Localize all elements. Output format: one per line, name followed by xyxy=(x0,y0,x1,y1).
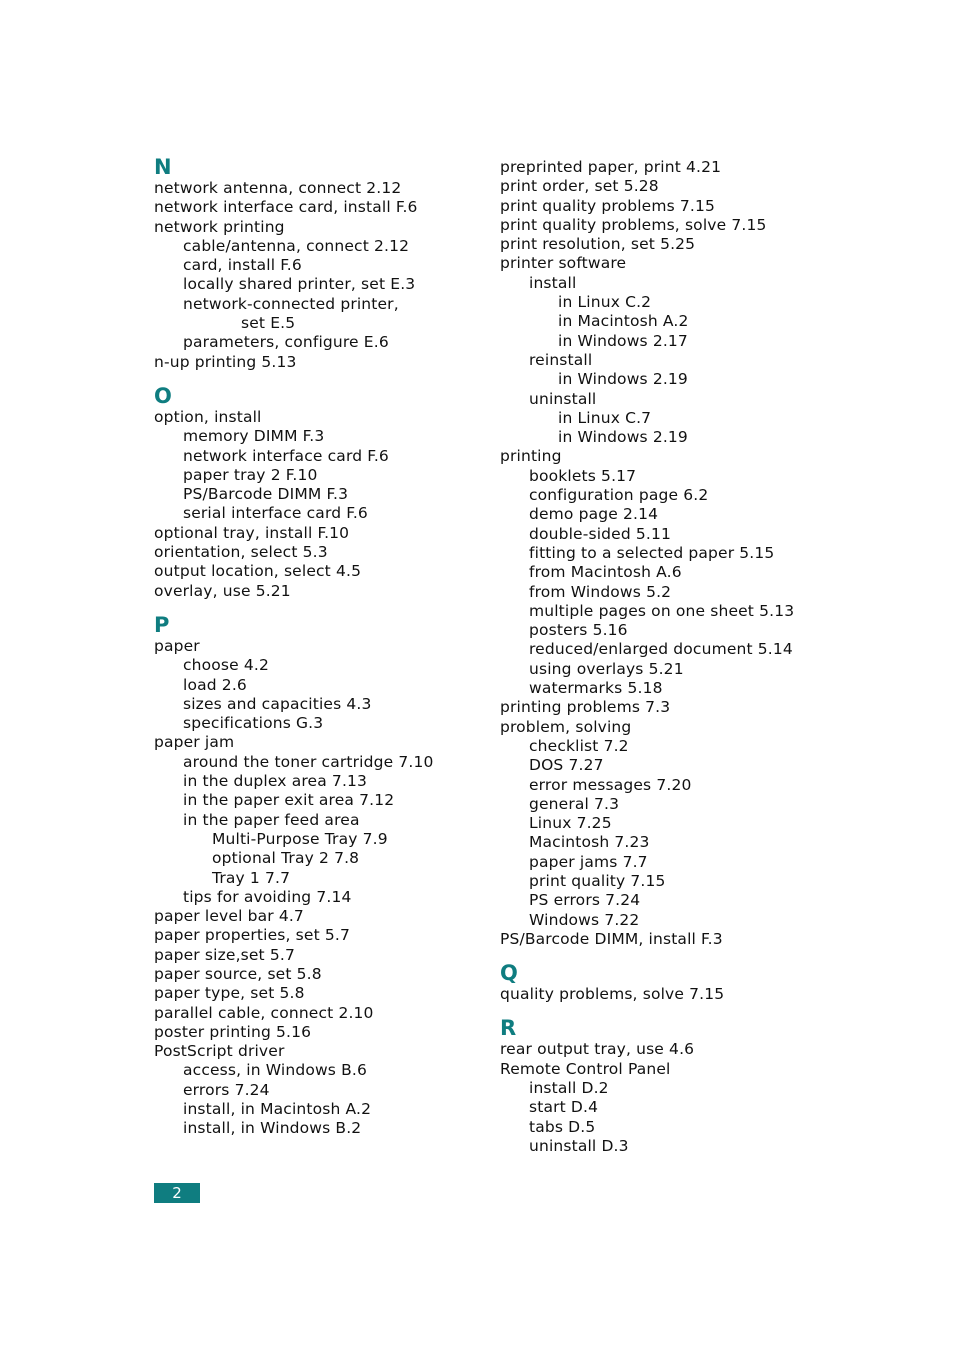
index-entry: n-up printing 5.13 xyxy=(154,352,297,371)
index-subentry: tabs D.5 xyxy=(529,1117,596,1136)
index-entry: Remote Control Panel xyxy=(500,1059,671,1078)
index-subentry: Macintosh 7.23 xyxy=(529,833,650,852)
index-column-left xyxy=(154,155,484,1151)
index-entry: paper size,set 5.7 xyxy=(154,945,295,964)
index-subentry: in Macintosh A.2 xyxy=(558,312,689,331)
index-subentry: in Linux C.2 xyxy=(558,293,652,312)
index-subentry: in Windows 2.17 xyxy=(558,331,688,350)
index-entry: PostScript driver xyxy=(154,1042,285,1061)
index-entry: paper level bar 4.7 xyxy=(154,907,304,926)
index-subentry: demo page 2.14 xyxy=(529,505,659,524)
index-subentry: error messages 7.20 xyxy=(529,775,692,794)
index-entry: printer software xyxy=(500,254,627,273)
index-entry: overlay, use 5.21 xyxy=(154,581,291,600)
index-entry: output location, select 4.5 xyxy=(154,562,362,581)
index-subentry: reduced/enlarged document 5.14 xyxy=(529,640,793,659)
index-entry: network antenna, connect 2.12 xyxy=(154,179,402,197)
index-entry: rear output tray, use 4.6 xyxy=(500,1040,695,1059)
index-subentry: set E.5 xyxy=(241,314,296,333)
index-subentry: configuration page 6.2 xyxy=(529,486,709,505)
index-subentry: access, in Windows B.6 xyxy=(183,1061,367,1080)
index-column-right xyxy=(500,158,830,1168)
index-subentry: parameters, configure E.6 xyxy=(183,333,389,352)
index-entry: print quality problems, solve 7.15 xyxy=(500,215,767,234)
index-subentry: choose 4.2 xyxy=(183,656,270,675)
index-entry: printing problems 7.3 xyxy=(500,698,671,717)
index-subentry: start D.4 xyxy=(529,1098,599,1117)
index-subentry: in the paper exit area 7.12 xyxy=(183,791,395,810)
index-entry: paper jam xyxy=(154,733,235,752)
index-entry: poster printing 5.16 xyxy=(154,1022,312,1041)
index-subentry: card, install F.6 xyxy=(183,256,302,275)
index-entry: paper properties, set 5.7 xyxy=(154,926,350,945)
index-subentry: cable/antenna, connect 2.12 xyxy=(183,236,410,255)
section-letter-heading: P xyxy=(154,612,170,637)
index-subentry: paper jams 7.7 xyxy=(529,852,648,871)
index-subentry: print quality 7.15 xyxy=(529,871,666,890)
index-subentry: booklets 5.17 xyxy=(529,466,637,485)
index-subentry: in the duplex area 7.13 xyxy=(183,772,368,791)
index-section-o xyxy=(154,384,484,601)
index-subentry: PS/Barcode DIMM F.3 xyxy=(183,485,349,504)
index-section-n xyxy=(154,155,484,372)
index-section-continued xyxy=(500,158,830,949)
index-entry: problem, solving xyxy=(500,717,632,736)
index-subentry: Multi-Purpose Tray 7.9 xyxy=(212,829,388,848)
index-subentry: memory DIMM F.3 xyxy=(183,427,325,446)
index-subentry: serial interface card F.6 xyxy=(183,504,368,523)
index-entry: orientation, select 5.3 xyxy=(154,543,328,562)
index-entry: network interface card, install F.6 xyxy=(154,198,418,217)
index-subentry: general 7.3 xyxy=(529,794,620,813)
section-letter-heading: N xyxy=(154,155,172,179)
index-entry: optional tray, install F.10 xyxy=(154,523,350,542)
index-subentry: tips for avoiding 7.14 xyxy=(183,887,352,906)
index-subentry: from Windows 5.2 xyxy=(529,582,672,601)
index-subentry: install, in Windows B.2 xyxy=(183,1119,362,1138)
index-entry: printing xyxy=(500,447,562,466)
index-section-r xyxy=(500,1016,830,1156)
index-subentry: load 2.6 xyxy=(183,675,247,694)
index-subentry: DOS 7.27 xyxy=(529,756,604,775)
index-entry: network printing xyxy=(154,217,285,236)
index-subentry: multiple pages on one sheet 5.13 xyxy=(529,601,795,620)
index-subentry: uninstall D.3 xyxy=(529,1136,629,1155)
index-subentry: double-sided 5.11 xyxy=(529,524,672,543)
index-entry: PS/Barcode DIMM, install F.3 xyxy=(500,929,723,948)
section-letter-heading: R xyxy=(500,1016,517,1041)
index-entry: quality problems, solve 7.15 xyxy=(500,985,725,1004)
index-subentry: uninstall xyxy=(529,389,597,408)
index-subentry: Tray 1 7.7 xyxy=(212,868,291,887)
index-subentry: in the paper feed area xyxy=(183,810,360,829)
section-letter-heading: Q xyxy=(500,961,518,986)
index-subentry: optional Tray 2 7.8 xyxy=(212,849,360,868)
index-subentry: network-connected printer, xyxy=(183,294,399,313)
index-entry: option, install xyxy=(154,407,262,426)
index-subentry: posters 5.16 xyxy=(529,621,628,640)
page-number: 2 xyxy=(154,1183,200,1203)
index-subentry: Windows 7.22 xyxy=(529,910,640,929)
index-entry: print order, set 5.28 xyxy=(500,177,659,196)
index-subentry: watermarks 5.18 xyxy=(529,679,663,698)
index-subentry: Linux 7.25 xyxy=(529,814,612,833)
index-entry: paper source, set 5.8 xyxy=(154,964,322,983)
index-subentry: reinstall xyxy=(529,350,593,369)
index-subentry: in Linux C.7 xyxy=(558,408,652,427)
index-subentry: specifications G.3 xyxy=(183,714,324,733)
index-subentry: errors 7.24 xyxy=(183,1080,270,1099)
index-subentry: from Macintosh A.6 xyxy=(529,563,682,582)
index-subentry: checklist 7.2 xyxy=(529,736,629,755)
index-subentry: paper tray 2 F.10 xyxy=(183,465,318,484)
index-subentry: network interface card F.6 xyxy=(183,446,389,465)
index-subentry: locally shared printer, set E.3 xyxy=(183,275,416,294)
index-entry: parallel cable, connect 2.10 xyxy=(154,1003,374,1022)
index-subentry: fitting to a selected paper 5.15 xyxy=(529,543,775,562)
index-entry: print quality problems 7.15 xyxy=(500,196,715,215)
section-letter-heading: O xyxy=(154,383,172,408)
index-subentry: around the toner cartridge 7.10 xyxy=(183,752,434,771)
index-entry: paper xyxy=(154,636,200,655)
index-section-p xyxy=(154,613,484,1139)
index-subentry: in Windows 2.19 xyxy=(558,428,688,447)
index-entry: print resolution, set 5.25 xyxy=(500,235,696,254)
index-subentry: install D.2 xyxy=(529,1079,609,1098)
index-subentry: install, in Macintosh A.2 xyxy=(183,1100,372,1119)
index-section-q xyxy=(500,961,830,1004)
index-entry: preprinted paper, print 4.21 xyxy=(500,158,722,176)
index-subentry: PS errors 7.24 xyxy=(529,891,641,910)
index-subentry: install xyxy=(529,273,577,292)
index-subentry: in Windows 2.19 xyxy=(558,370,688,389)
index-subentry: sizes and capacities 4.3 xyxy=(183,694,372,713)
index-entry: paper type, set 5.8 xyxy=(154,984,305,1003)
index-subentry: using overlays 5.21 xyxy=(529,659,684,678)
